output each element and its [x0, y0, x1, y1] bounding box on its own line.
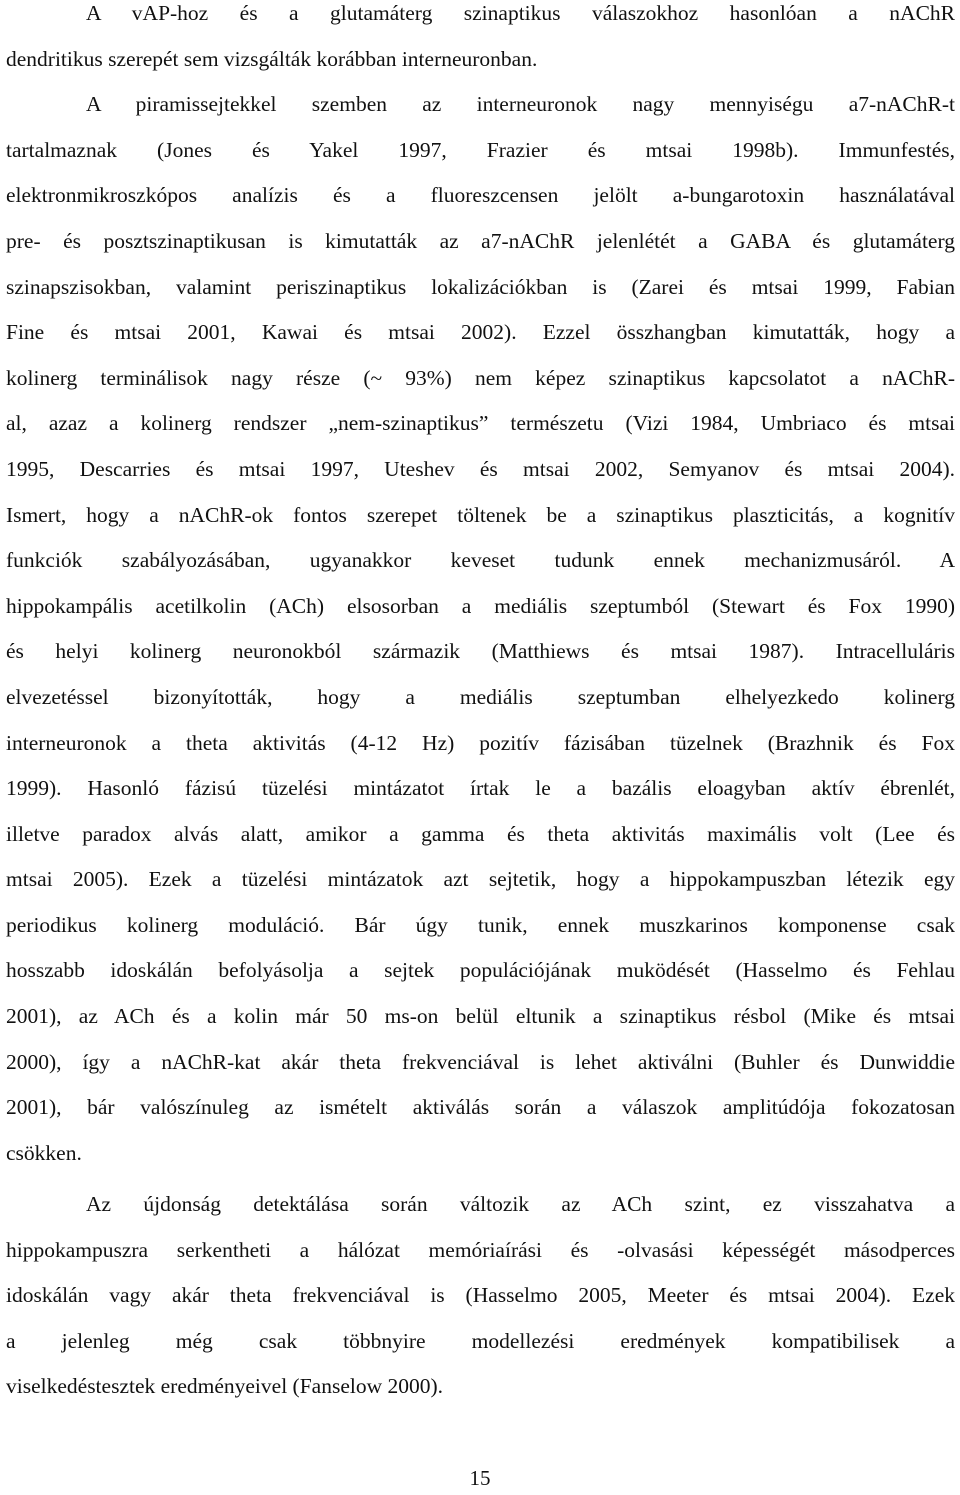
text-line: hippokampális acetilkolin (ACh) elsosorban a mediális szeptumból (Stewart és Fox 1990)	[6, 593, 955, 618]
text-line: funkciók szabályozásában, ugyanakkor keveset tudunk ennek mechanizmusáról. A	[6, 548, 955, 573]
text-line: 2001), bár valószínuleg az ismételt aktiválás során a válaszok amplitúdója fokozatosan	[6, 1095, 955, 1120]
text-line: a jelenleg még csak többnyire modellezési eredmények kompatibilisek a	[6, 1328, 955, 1353]
text-line: 1999). Hasonló fázisú tüzelési mintázatot írtak le a bazális eloagyban aktív ébrenlét,	[6, 776, 955, 801]
text-line: 2001), az ACh és a kolin már 50 ms-on belül eltunik a szinaptikus résbol (Mike és mtsai	[6, 1004, 955, 1029]
text-line: tartalmaznak (Jones és Yakel 1997, Frazier és mtsai 1998b). Immunfestés,	[6, 137, 955, 162]
text-line: periodikus kolinerg moduláció. Bár úgy tunik, ennek muszkarinos komponense csak	[6, 912, 955, 937]
text-line: és helyi kolinerg neuronokból származik (Matthiews és mtsai 1987). Intracelluláris	[6, 639, 955, 664]
text-line: al, azaz a kolinerg rendszer „nem-szinaptikus” természetu (Vizi 1984, Umbriaco és mtsai	[6, 411, 955, 436]
text-line: idoskálán vagy akár theta frekvenciával is (Hasselmo 2005, Meeter és mtsai 2004). Ezek	[6, 1283, 955, 1308]
text-line: 1995, Descarries és mtsai 1997, Uteshev és mtsai 2002, Semyanov és mtsai 2004).	[6, 456, 955, 481]
text-line: hippokampuszra serkentheti a hálózat memóriaírási és -olvasási képességét másodperces	[6, 1237, 955, 1262]
text-line: dendritikus szerepét sem vizsgálták korábban interneuronban.	[6, 46, 538, 71]
text-line: pre- és posztszinaptikusan is kimutatták az a7-nAChR jelenlétét a GABA és glutamáterg	[6, 228, 955, 253]
text-line: elvezetéssel bizonyították, hogy a mediális szeptumban elhelyezkedo kolinerg	[6, 684, 955, 709]
text-line: hosszabb idoskálán befolyásolja a sejtek populációjának muködését (Hasselmo és Fehlau	[6, 958, 955, 983]
text-line: A vAP-hoz és a glutamáterg szinaptikus válaszokhoz hasonlóan a nAChR	[86, 1, 955, 25]
text-line: illetve paradox alvás alatt, amikor a gamma és theta aktivitás maximális volt (Lee és	[6, 821, 955, 846]
text-line: csökken.	[6, 1140, 82, 1165]
text-line: 2000), így a nAChR-kat akár theta frekvenciával is lehet aktiválni (Buhler és Dunwiddie	[6, 1049, 955, 1074]
text-line: kolinerg terminálisok nagy része (~ 93%) nem képez szinaptikus kapcsolatot a nAChR-	[6, 365, 955, 390]
text-line: szinapszisokban, valamint periszinaptikus lokalizációkban is (Zarei és mtsai 1999, Fabian	[6, 274, 955, 299]
text-line: A piramissejtekkel szemben az interneuronok nagy mennyiségu a7-nAChR-t	[86, 92, 955, 117]
text-line: viselkedéstesztek eredményeivel (Fanselow 2000).	[6, 1374, 444, 1399]
page-number: 15	[469, 1466, 491, 1490]
text-line: Az újdonság detektálása során változik az ACh szint, ez visszahatva a	[86, 1192, 955, 1216]
text-line: Ismert, hogy a nAChR-ok fontos szerepet töltenek be a szinaptikus plaszticitás, a kognitív	[6, 502, 955, 527]
text-line: Fine és mtsai 2001, Kawai és mtsai 2002). Ezzel összhangban kimutatták, hogy a	[6, 320, 955, 345]
paragraph-novelty-detection	[6, 1182, 955, 1410]
text-line: elektronmikroszkópos analízis és a fluoreszcensen jelölt a-bungarotoxin használatával	[6, 183, 955, 208]
text-line: interneuronok a theta aktivitás (4-12 Hz) pozitív fázisában tüzelnek (Brazhnik és Fox	[6, 730, 955, 755]
text-line: mtsai 2005). Ezek a tüzelési mintázatok azt sejtetik, hogy a hippokampuszban létezik egy	[6, 867, 955, 892]
paragraph-dendritic-role	[6, 0, 955, 1176]
